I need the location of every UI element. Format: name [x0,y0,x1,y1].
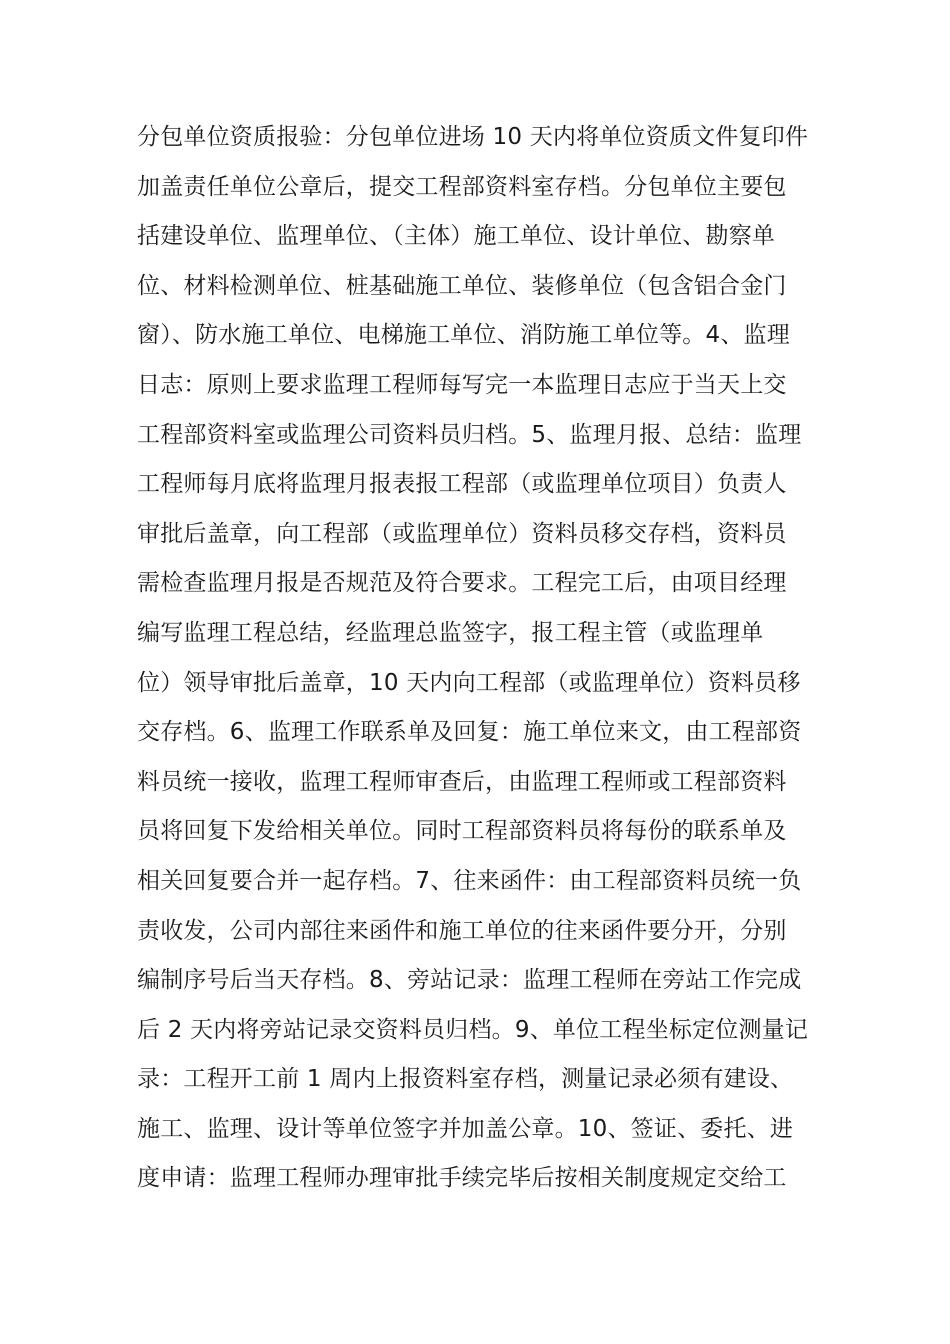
text-line: 后 2 天内将旁站记录交资料员归档。9、单位工程坐标定位测量记 [137,1016,809,1043]
text-line: 相关回复要合并一起存档。7、往来函件：由工程部资料员统一负 [137,867,802,894]
text-line: 交存档。6、监理工作联系单及回复：施工单位来文，由工程部资 [137,719,802,746]
text-line: 括建设单位、监理单位、（主体）施工单位、设计单位、勘察单 [137,223,776,250]
text-line: 窗）、防水施工单位、电梯施工单位、消防施工单位等。4、监理 [137,322,790,349]
text-line: 工程师每月底将监理月报表报工程部（或监理单位项目）负责人 [137,471,787,498]
text-line: 施工、监理、设计等单位签字并加盖公章。10、签证、委托、进 [137,1115,794,1142]
text-line: 员将回复下发给相关单位。同时工程部资料员将每份的联系单及 [137,818,787,845]
text-line: 责收发，公司内部往来函件和施工单位的往来函件要分开，分别 [137,917,787,944]
text-line: 料员统一接收，监理工程师审查后，由监理工程师或工程部资料 [137,768,787,795]
text-line: 工程部资料室或监理公司资料员归档。5、监理月报、总结：监理 [137,421,802,448]
text-line: 需检查监理月报是否规范及符合要求。工程完工后，由项目经理 [137,570,787,597]
text-line: 日志：原则上要求监理工程师每写完一本监理日志应于当天上交 [137,371,787,398]
text-line: 录：工程开工前 1 周内上报资料室存档，测量记录必须有建设、 [137,1066,794,1093]
text-line: 编写监理工程总结，经监理总监签字，报工程主管（或监理单 [137,619,764,646]
text-line: 审批后盖章，向工程部（或监理单位）资料员移交存档，资料员 [137,520,787,547]
text-line: 度申请：监理工程师办理审批手续完毕后按相关制度规定交给工 [137,1165,787,1192]
body-text [137,113,817,1204]
text-line: 加盖责任单位公章后，提交工程部资料室存档。分包单位主要包 [137,173,787,200]
text-line: 位）领导审批后盖章，10 天内向工程部（或监理单位）资料员移 [137,669,801,696]
text-line: 编制序号后当天存档。8、旁站记录：监理工程师在旁站工作完成 [137,967,802,994]
text-line: 位、材料检测单位、桩基础施工单位、装修单位（包含铝合金门 [137,272,787,299]
text-line: 分包单位资质报验：分包单位进场 10 天内将单位资质文件复印件 [137,124,809,150]
